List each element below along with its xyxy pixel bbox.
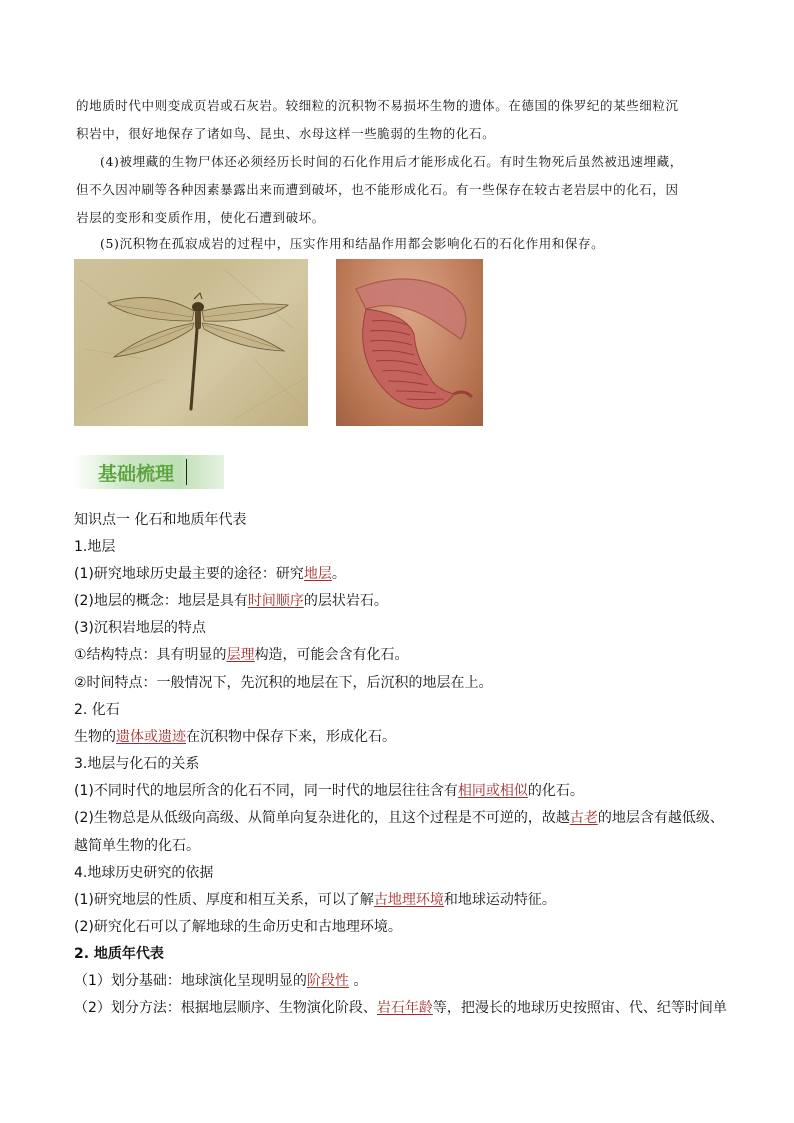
subheading: 2. 化石: [74, 702, 120, 718]
text-line: [74, 971, 367, 991]
text-run: (2)地层的概念：地层是具有: [74, 593, 248, 609]
text-run: (1)研究地球历史最主要的途径：研究: [74, 566, 304, 582]
text-line: [74, 998, 727, 1018]
text-run: 的地层含有越低级、: [597, 810, 724, 826]
text-run: 的化石。: [527, 783, 584, 799]
text-run: 构造，可能会含有化石。: [254, 647, 409, 663]
text-run: 在沉积物中保存下来，形成化石。: [186, 729, 396, 745]
text-line: [74, 564, 346, 584]
paragraph-line: 积岩中，很好地保存了诸如鸟、昆虫、水母这样一些脆弱的生物的化石。: [76, 126, 496, 141]
subheading: 4.地球历史研究的依据: [74, 865, 214, 881]
keyword: 时间顺序: [247, 593, 304, 609]
paragraph-line: (4)被埋藏的生物尸体还必须经历长时间的石化作用后才能形成化石。有时生物死后虽然被迅速埋藏，: [100, 154, 683, 169]
subheading: 1.地层: [74, 539, 116, 555]
text-run: 等，把漫长的地球历史按照宙、代、纪等时间单: [432, 1000, 727, 1016]
paragraph-line: (5)沉积物在孤寂成岩的过程中，压实作用和结晶作用都会影响化石的石化作用和保存。: [100, 236, 605, 251]
text-run: (2)生物总是从低级向高级、从简单向复杂进化的，且这个过程是不可逆的，故越: [74, 810, 570, 826]
keyword: 阶段性: [306, 973, 349, 989]
keyword: 层理: [226, 647, 255, 663]
text-line: 越简单生物的化石。: [74, 838, 200, 854]
text-line: [74, 727, 396, 747]
dragonfly-fossil-icon: [74, 259, 308, 426]
keyword: 岩石年龄: [376, 1000, 433, 1016]
text-line: ②时间特点：一般情况下，先沉积的地层在下，后沉积的地层在上。: [74, 675, 493, 691]
text-run: （1）划分基础：地球演化呈现明显的: [74, 973, 307, 989]
text-run: ①结构特点：具有明显的: [74, 647, 227, 663]
text-line: [74, 808, 724, 828]
text-run: （2）划分方法：根据地层顺序、生物演化阶段、: [74, 1000, 377, 1016]
text-line: (2)研究化石可以了解地球的生命历史和古地理环境。: [74, 919, 402, 935]
dragonfly-fossil-image: [74, 259, 308, 426]
trilobite-fossil-icon: [336, 259, 483, 426]
subheading: 2. 地质年代表: [74, 946, 164, 962]
subheading: 3.地层与化石的关系: [74, 756, 200, 772]
keyword: 古老: [569, 810, 598, 826]
text-line: [74, 890, 556, 910]
text-run: 生物的: [74, 729, 116, 745]
keyword: 相同或相似: [457, 783, 528, 799]
keyword: 古地理环境: [373, 892, 444, 908]
section-banner: [74, 455, 224, 489]
text-line: [74, 781, 584, 801]
text-run: (1)研究地层的性质、厚度和相互关系，可以了解: [74, 892, 374, 908]
text-run: 的层状岩石。: [303, 593, 388, 609]
keyword: 遗体或遗迹: [116, 729, 186, 745]
text-run: 和地球运动特征。: [443, 892, 556, 908]
section-title: 基础梳理: [98, 463, 175, 485]
knowledge-point-title: 知识点一 化石和地质年代表: [74, 512, 247, 528]
paragraph-line: 的地质时代中则变成页岩或石灰岩。较细粒的沉积物不易损坏生物的遗体。在德国的侏罗纪的某些细粒沉: [76, 98, 679, 113]
paragraph-line: 岩层的变形和变质作用，使化石遭到破坏。: [76, 210, 325, 225]
text-line: (3)沉积岩地层的特点: [74, 620, 206, 636]
keyword: 地层: [303, 566, 332, 582]
text-cursor: [186, 459, 187, 485]
text-run: 。: [348, 973, 368, 989]
text-run: (1)不同时代的地层所含的化石不同，同一时代的地层往往含有: [74, 783, 458, 799]
paragraph-line: 但不久因冲刷等各种因素暴露出来而遭到破坏，也不能形成化石。有一些保存在较古老岩层中的化石，因: [76, 182, 679, 197]
text-line: [74, 591, 388, 611]
text-run: 。: [331, 566, 346, 582]
trilobite-fossil-image: [336, 259, 483, 426]
text-line: [74, 645, 409, 665]
